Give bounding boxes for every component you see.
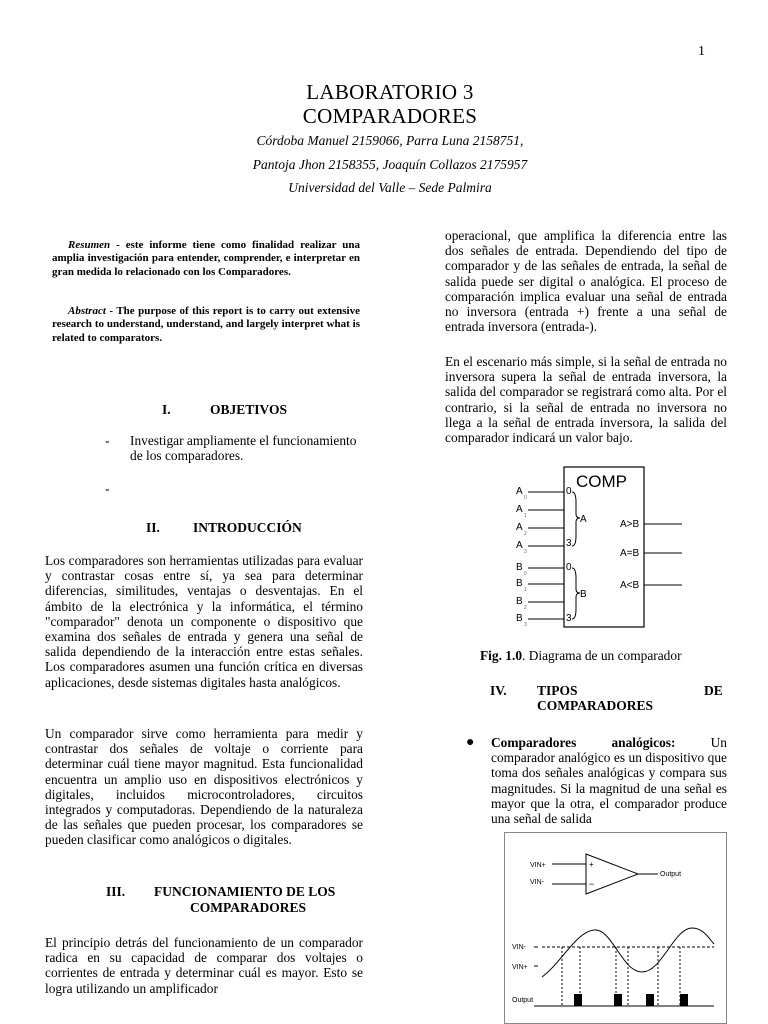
output-agtb-label: A>B	[620, 519, 640, 530]
section-intro-number: II.	[146, 520, 160, 535]
authors-block	[0, 129, 768, 200]
sub-b3: 3	[524, 622, 527, 628]
abstract-text: - The purpose of this report is to carry out extensive research to understand, understand, and largely interpret what is related to comparators.	[52, 305, 360, 344]
figure-1-caption-text: . Diagrama de un comparador	[522, 648, 682, 663]
wave-vin-minus-label: VIN-	[512, 944, 526, 951]
analog-comparators-paragraph	[491, 735, 727, 826]
section-func-title-1: FUNCIONAMIENTO DE LOS	[154, 884, 336, 899]
func-paragraph-1-continued: operacional, que amplifica la diferencia entre las dos señales de entrada. Dependiendo del tipo de comparador y de las señales de entrada, la señal de salida puede ser digital o analógica. El proceso de comparación implica evaluar una señal de entrada no inversora (entrada +) frente a una señal de entrada inversora (entrada-).	[445, 228, 727, 335]
authors-line-2: Pantoja Jhon 2158355, Joaquín Collazos 2175957	[252, 156, 528, 172]
input-b2-label: B	[516, 596, 523, 607]
section-intro-title: INTRODUCCIÓN	[193, 520, 302, 535]
pin-a-bottom: 3	[566, 538, 572, 549]
title-line-2: COMPARADORES	[302, 104, 478, 128]
section-objetivos-title: OBJETIVOS	[210, 402, 288, 417]
input-b3-label: B	[516, 613, 523, 624]
intro-paragraph-1: Los comparadores son herramientas utilizadas para evaluar y contrastar cosas entre sí, ya sea para determinar diferencias, similitudes, ventajas o desventajas. En el ámbito de la electrónica y la informática, el término "comparador" denota un componente o dispositivo que examina dos señales de entrada y genera una señal de salida dependiendo de la interacción entre estas señales. Los comparadores asumen una función crítica en diversas aplicaciones, desde sistemas digitales hasta analógicos.	[45, 553, 363, 690]
vin-minus-label: VIN-	[530, 879, 544, 886]
output-pulse-2	[614, 994, 622, 1006]
input-a0-label: A	[516, 486, 523, 497]
output-pulse-3	[646, 994, 654, 1006]
b-inputs	[516, 562, 587, 628]
plus-sign: +	[589, 860, 594, 869]
title-line-1: LABORATORIO 3	[306, 80, 474, 104]
a-inputs	[516, 486, 587, 555]
dash-marker-2: -	[105, 481, 110, 496]
input-b1-label: B	[516, 578, 523, 589]
comparator-block-diagram	[510, 462, 690, 640]
vin-plus-label: VIN+	[530, 862, 546, 869]
analog-comparators-text: Un comparador analógico es un dispositivo que toma dos señales analógicas y compara sus magnitudes. Si la magnitud de una señal es mayor que la otra, el comparador produce una señal de salida	[491, 735, 727, 827]
abstract-label: Abstract	[68, 305, 106, 317]
section-tipos-title-1: TIPOS	[537, 683, 578, 698]
section-objetivos-number: I.	[162, 402, 171, 417]
figure-1-caption	[480, 648, 682, 664]
input-a2-label: A	[516, 522, 523, 533]
output-aeqb-label: A=B	[620, 548, 640, 559]
paper-title	[0, 80, 768, 128]
sub-a2: 2	[524, 531, 527, 537]
bus-a-label: A	[580, 514, 587, 525]
section-tipos-number: IV.	[490, 683, 507, 698]
dash-marker-1: -	[105, 433, 110, 448]
sub-b2: 2	[524, 605, 527, 611]
input-a3-label: A	[516, 540, 523, 551]
sub-a3: 3	[524, 549, 527, 555]
brace-a	[572, 492, 580, 546]
pin-b-bottom: 3	[566, 613, 572, 624]
sub-b0: 0	[524, 571, 527, 577]
sub-a1: 1	[524, 513, 527, 519]
affiliation: Universidad del Valle – Sede Palmira	[288, 180, 492, 195]
input-a1-label: A	[516, 504, 523, 515]
output-altb-label: A<B	[620, 580, 640, 591]
figure-1-caption-label: Fig. 1.0	[480, 648, 523, 663]
comp-outputs	[620, 519, 682, 591]
section-func-title-2: COMPARADORES	[190, 900, 306, 915]
resumen-text: - este informe tiene como finalidad realizar una amplia investigación para entender, comprender, e interpretar en gran medida lo relacionado con los Comparadores.	[52, 239, 360, 278]
section-tipos-title-de: DE	[704, 683, 723, 698]
section-tipos-title-2: COMPARADORES	[537, 698, 653, 713]
sub-b1: 1	[524, 587, 527, 593]
section-func-number: III.	[106, 884, 126, 899]
pin-b-top: 0	[566, 562, 572, 573]
output-pulse-4	[680, 994, 688, 1006]
analog-comparators-label: Comparadores analógicos:	[491, 735, 676, 750]
func-paragraph-2: En el escenario más simple, si la señal de entrada no inversora supera la señal de entrada inversora, la salida del comparador se registrará como alta. Por el contrario, si la señal de entrada no inversora no llega a la señal de entrada inversora, la salida del comparador indicará un valor bajo.	[445, 354, 727, 446]
wave-vin-plus-label: VIN+	[512, 964, 528, 971]
resumen-label: Resumen	[68, 239, 111, 251]
authors-line-1: Córdoba Manuel 2159066, Parra Luna 2158751,	[256, 133, 524, 148]
sub-a0: 0	[524, 495, 527, 501]
resumen-paragraph	[52, 239, 360, 279]
minus-sign: −	[589, 879, 595, 889]
output-pulse-1	[574, 994, 582, 1006]
pin-a-top: 0	[566, 486, 572, 497]
brace-b	[572, 568, 580, 619]
opamp-comparator-figure	[504, 832, 728, 1024]
objetivo-item-1: Investigar ampliamente el funcionamiento de los comparadores.	[130, 433, 357, 464]
input-b0-label: B	[516, 562, 523, 573]
intro-paragraph-2: Un comparador sirve como herramienta para medir y contrastar dos señales de voltaje o corriente para determinar cuál tiene mayor magnitud. Esta funcionalidad encuentra un amplio uso en dispositivos electrónicos y digitales, incluidos microcontroladores, circuitos integrados y computadoras. Dependiendo de la naturaleza de las señales que pueden procesar, los comparadores se pueden clasificar como analógicos o digitales.	[45, 726, 363, 848]
page-number: 1	[698, 44, 705, 59]
bus-b-label: B	[580, 589, 587, 600]
comp-label: COMP	[576, 472, 627, 491]
bullet-marker: ●	[466, 735, 475, 750]
func-paragraph-1: El principio detrás del funcionamiento de un comparador radica en su capacidad de comparar dos voltajes o corrientes de entrada y determinar cuál es mayor. Esto se logra utilizando un amplificador	[45, 935, 363, 996]
abstract-paragraph	[52, 305, 360, 345]
wave-output-label: Output	[512, 997, 534, 1004]
opamp-output-label: Output	[660, 871, 682, 878]
